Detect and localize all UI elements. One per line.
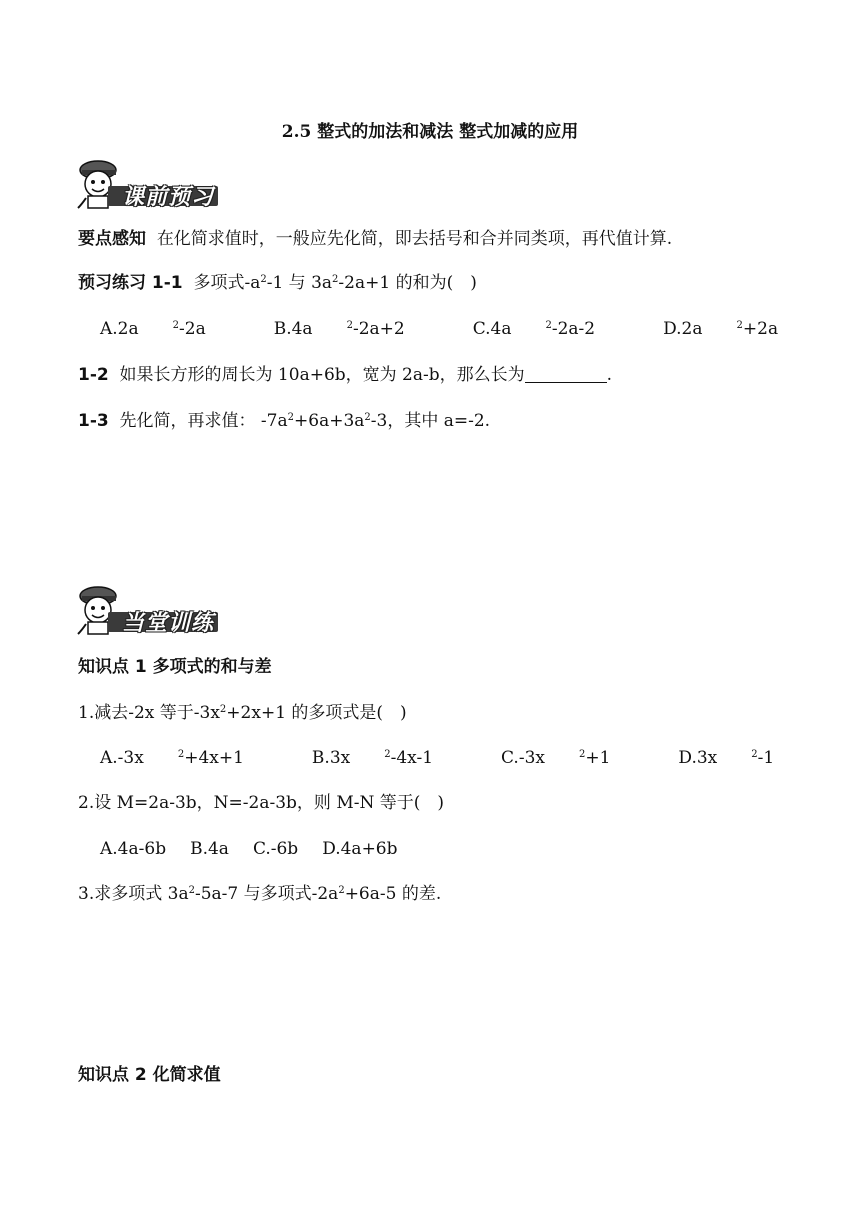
problem-2-options (100, 838, 432, 860)
option-c: C.4a $^2$-2a-2 (472, 319, 596, 339)
question-1-2: 1-2 如果长方形的周长为 10a+6b，宽为 2a-b，那么长为 . (78, 365, 613, 385)
option-b: B.3x $^2$-4x-1 (311, 748, 434, 768)
option-d: D.4a+6b (322, 839, 398, 859)
option-d: D.3x $^2$-1 (678, 748, 775, 768)
option-b: B.4a (190, 839, 229, 859)
answer-blank[interactable] (525, 366, 607, 383)
problem-3: 3.求多项式 $3a^2-5a-7$ 与多项式$-2a^2+6a-5$ 的差. (78, 884, 442, 904)
option-a: A.2a $^2$-2a (100, 319, 206, 339)
knowledge-point-1: 知识点 1 多项式的和与差 (78, 657, 272, 677)
section-banner-practice (72, 582, 222, 638)
banner-label: 当堂训练 (122, 611, 215, 636)
key-point: 要点感知 在化简求值时，一般应先化简，即去括号和合并同类项，再代值计算. (78, 229, 673, 249)
option-a: A.-3x $^2$+4x+1 (100, 748, 244, 768)
option-b: B.4a $^2$-2a+2 (273, 319, 405, 339)
question-1-3: 1-3 先化简，再求值： $-7a^2+6a+3a^2-3$，其中 a=-2. (78, 411, 491, 431)
knowledge-point-2: 知识点 2 化简求值 (78, 1065, 221, 1085)
question-1-1: 预习练习 1-1 多项式$-a^2-1$ 与 $3a^2-2a+1$ 的和为( ) (78, 273, 477, 293)
option-c: C.-6b (252, 839, 299, 859)
problem-2: 2.设 M=2a-3b，N=-2a-3b，则 M-N 等于( ) (78, 793, 445, 813)
page-title: 2.5 整式的加法和减法 整式加减的应用 (281, 122, 579, 142)
problem-1-options (100, 747, 842, 769)
problem-1: 1.减去-2x 等于$-3x^2+2x+1$ 的多项式是( ) (78, 703, 407, 723)
option-d: D.2a $^2$+2a (663, 319, 779, 339)
option-a: A.4a-6b (100, 839, 167, 859)
banner-label: 课前预习 (122, 185, 215, 210)
question-1-1-options (100, 318, 846, 340)
section-banner-preview (72, 156, 222, 212)
option-c: C.-3x $^2$+1 (501, 748, 611, 768)
